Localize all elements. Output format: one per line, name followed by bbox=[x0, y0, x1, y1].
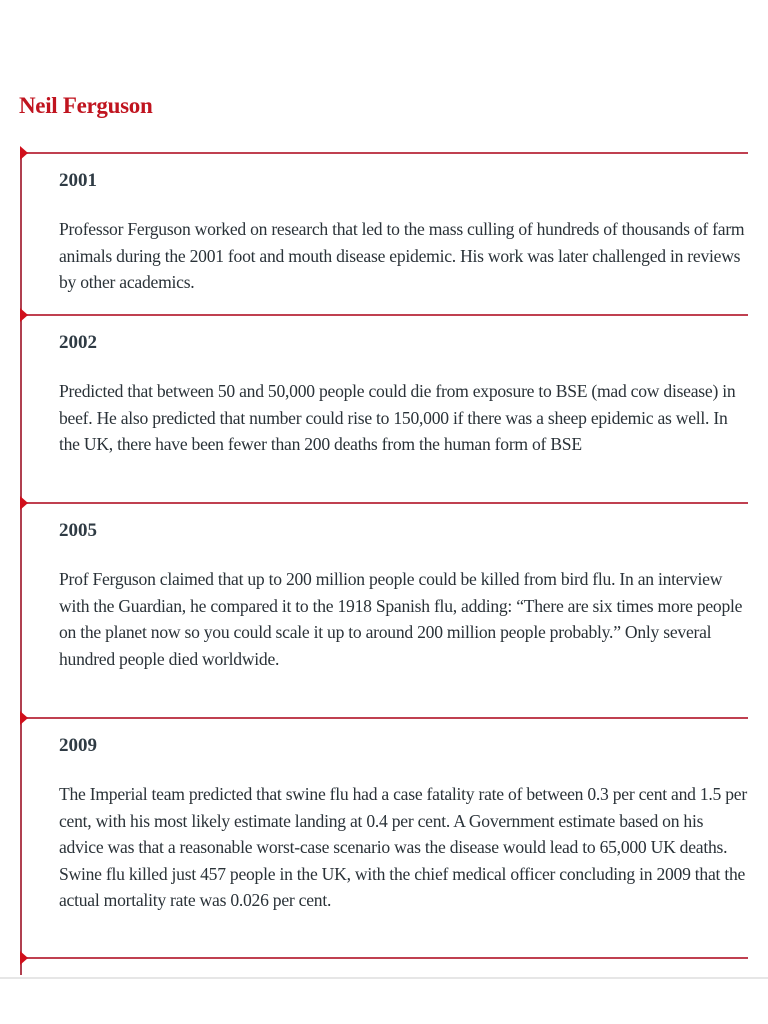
entry-divider bbox=[20, 717, 748, 719]
triangle-marker-icon bbox=[20, 308, 28, 322]
entry-divider bbox=[20, 957, 748, 959]
entry-year: 2002 bbox=[59, 332, 97, 353]
triangle-marker-icon bbox=[20, 146, 28, 160]
entry-text: Predicted that between 50 and 50,000 people could die from exposure to BSE (mad cow disease) in beef. He also predicted that number could rise to 150,000 if there was a sheep epidemic as well. In the UK, there have been fewer than 200 deaths from the human form of BSE bbox=[59, 381, 736, 454]
entry-year: 2001 bbox=[59, 170, 97, 191]
entry-divider bbox=[20, 502, 748, 504]
page-bottom-divider bbox=[0, 977, 768, 979]
triangle-marker-icon bbox=[20, 951, 28, 965]
timeline-axis bbox=[20, 152, 22, 975]
entry-text: Professor Ferguson worked on research that led to the mass culling of hundreds of thousands of farm animals during the 2001 foot and mouth disease epidemic. His work was later challenged in reviews by other academics. bbox=[59, 219, 745, 292]
entry-text: The Imperial team predicted that swine flu had a case fatality rate of between 0.3 per cent and 1.5 per cent, with his most likely estimate landing at 0.4 per cent. A Government estimate based on his advice was that a reasonable worst-case scenario was the disease would lead to 65,000 UK deaths. Swine flu killed just 457 people in the UK, with the chief medical officer concluding in 2009 that the actual mortality rate was 0.026 per cent. bbox=[59, 784, 747, 910]
page-title: Neil Ferguson bbox=[19, 93, 153, 118]
triangle-marker-icon bbox=[20, 496, 28, 510]
entry-year: 2005 bbox=[59, 520, 97, 541]
timeline bbox=[20, 152, 748, 975]
entry-year: 2009 bbox=[59, 735, 97, 756]
entry-divider bbox=[20, 152, 748, 154]
entry-text: Prof Ferguson claimed that up to 200 million people could be killed from bird flu. In an interview with the Guardian, he compared it to the 1918 Spanish flu, adding: “There are six times more people on the planet now so you could scale it up to around 200 million people probably.” Only several hundred people died worldwide. bbox=[59, 569, 743, 669]
triangle-marker-icon bbox=[20, 711, 28, 725]
entry-divider bbox=[20, 314, 748, 316]
